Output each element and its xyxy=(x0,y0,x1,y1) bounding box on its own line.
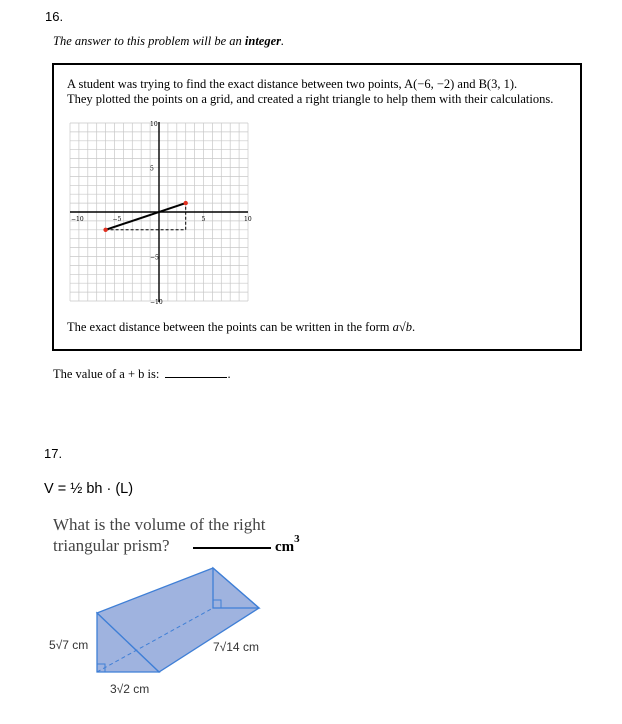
x-tick-label: 10 xyxy=(244,216,252,223)
x-tick-label: −5 xyxy=(112,216,122,223)
y-tick-label: −5 xyxy=(150,254,159,262)
form-math: a√b xyxy=(392,320,412,334)
answer-suffix: . xyxy=(227,367,231,381)
tick-labels xyxy=(71,121,252,306)
point-a xyxy=(103,228,107,232)
distance-form-statement xyxy=(67,320,415,335)
question-line-2: triangular prism? xyxy=(53,536,170,555)
y-tick-label: −10 xyxy=(150,299,163,306)
volume-question xyxy=(53,514,265,556)
question-16-number: 16. xyxy=(45,9,64,24)
point-b xyxy=(184,201,188,205)
unit-text: cm xyxy=(275,539,295,555)
x-tick-label: −10 xyxy=(71,216,84,223)
unit-exponent: 3 xyxy=(294,533,300,545)
question-line-1: What is the volume of the right xyxy=(53,515,266,534)
dimension-base: 3√2 cm xyxy=(110,682,150,696)
volume-formula: V = ½ bh · (L) xyxy=(44,481,134,497)
problem-line-2: They plotted the points on a grid, and created a right triangle to help them with their calculations. xyxy=(67,92,554,106)
question-17-number: 17. xyxy=(44,446,63,461)
answer-blank[interactable] xyxy=(165,366,227,378)
triangular-prism-diagram xyxy=(40,560,280,690)
dimension-height: 5√7 cm xyxy=(49,638,89,652)
y-tick-label: 5 xyxy=(150,165,154,173)
form-end: . xyxy=(411,320,416,334)
prism-back-face xyxy=(213,568,259,608)
note-prefix: The answer to this problem will be an xyxy=(53,34,245,48)
x-tick-label: 5 xyxy=(201,216,206,223)
note-bold: integer xyxy=(244,34,282,48)
note-suffix: . xyxy=(281,34,285,48)
volume-unit xyxy=(275,533,300,556)
answer-prefix: The value of a + b is: xyxy=(53,367,163,381)
answer-line xyxy=(53,366,231,382)
answer-type-note xyxy=(53,34,284,49)
form-text: The exact distance between the points can be written in the form xyxy=(67,320,393,334)
coordinate-grid xyxy=(70,122,250,304)
problem-line-1: A student was trying to find the exact distance between two points, A(−6, −2) and B(3, 1). xyxy=(67,77,518,91)
dimension-length: 7√14 cm xyxy=(213,640,259,654)
volume-answer-blank[interactable] xyxy=(193,547,271,549)
y-tick-label: 10 xyxy=(150,121,158,128)
